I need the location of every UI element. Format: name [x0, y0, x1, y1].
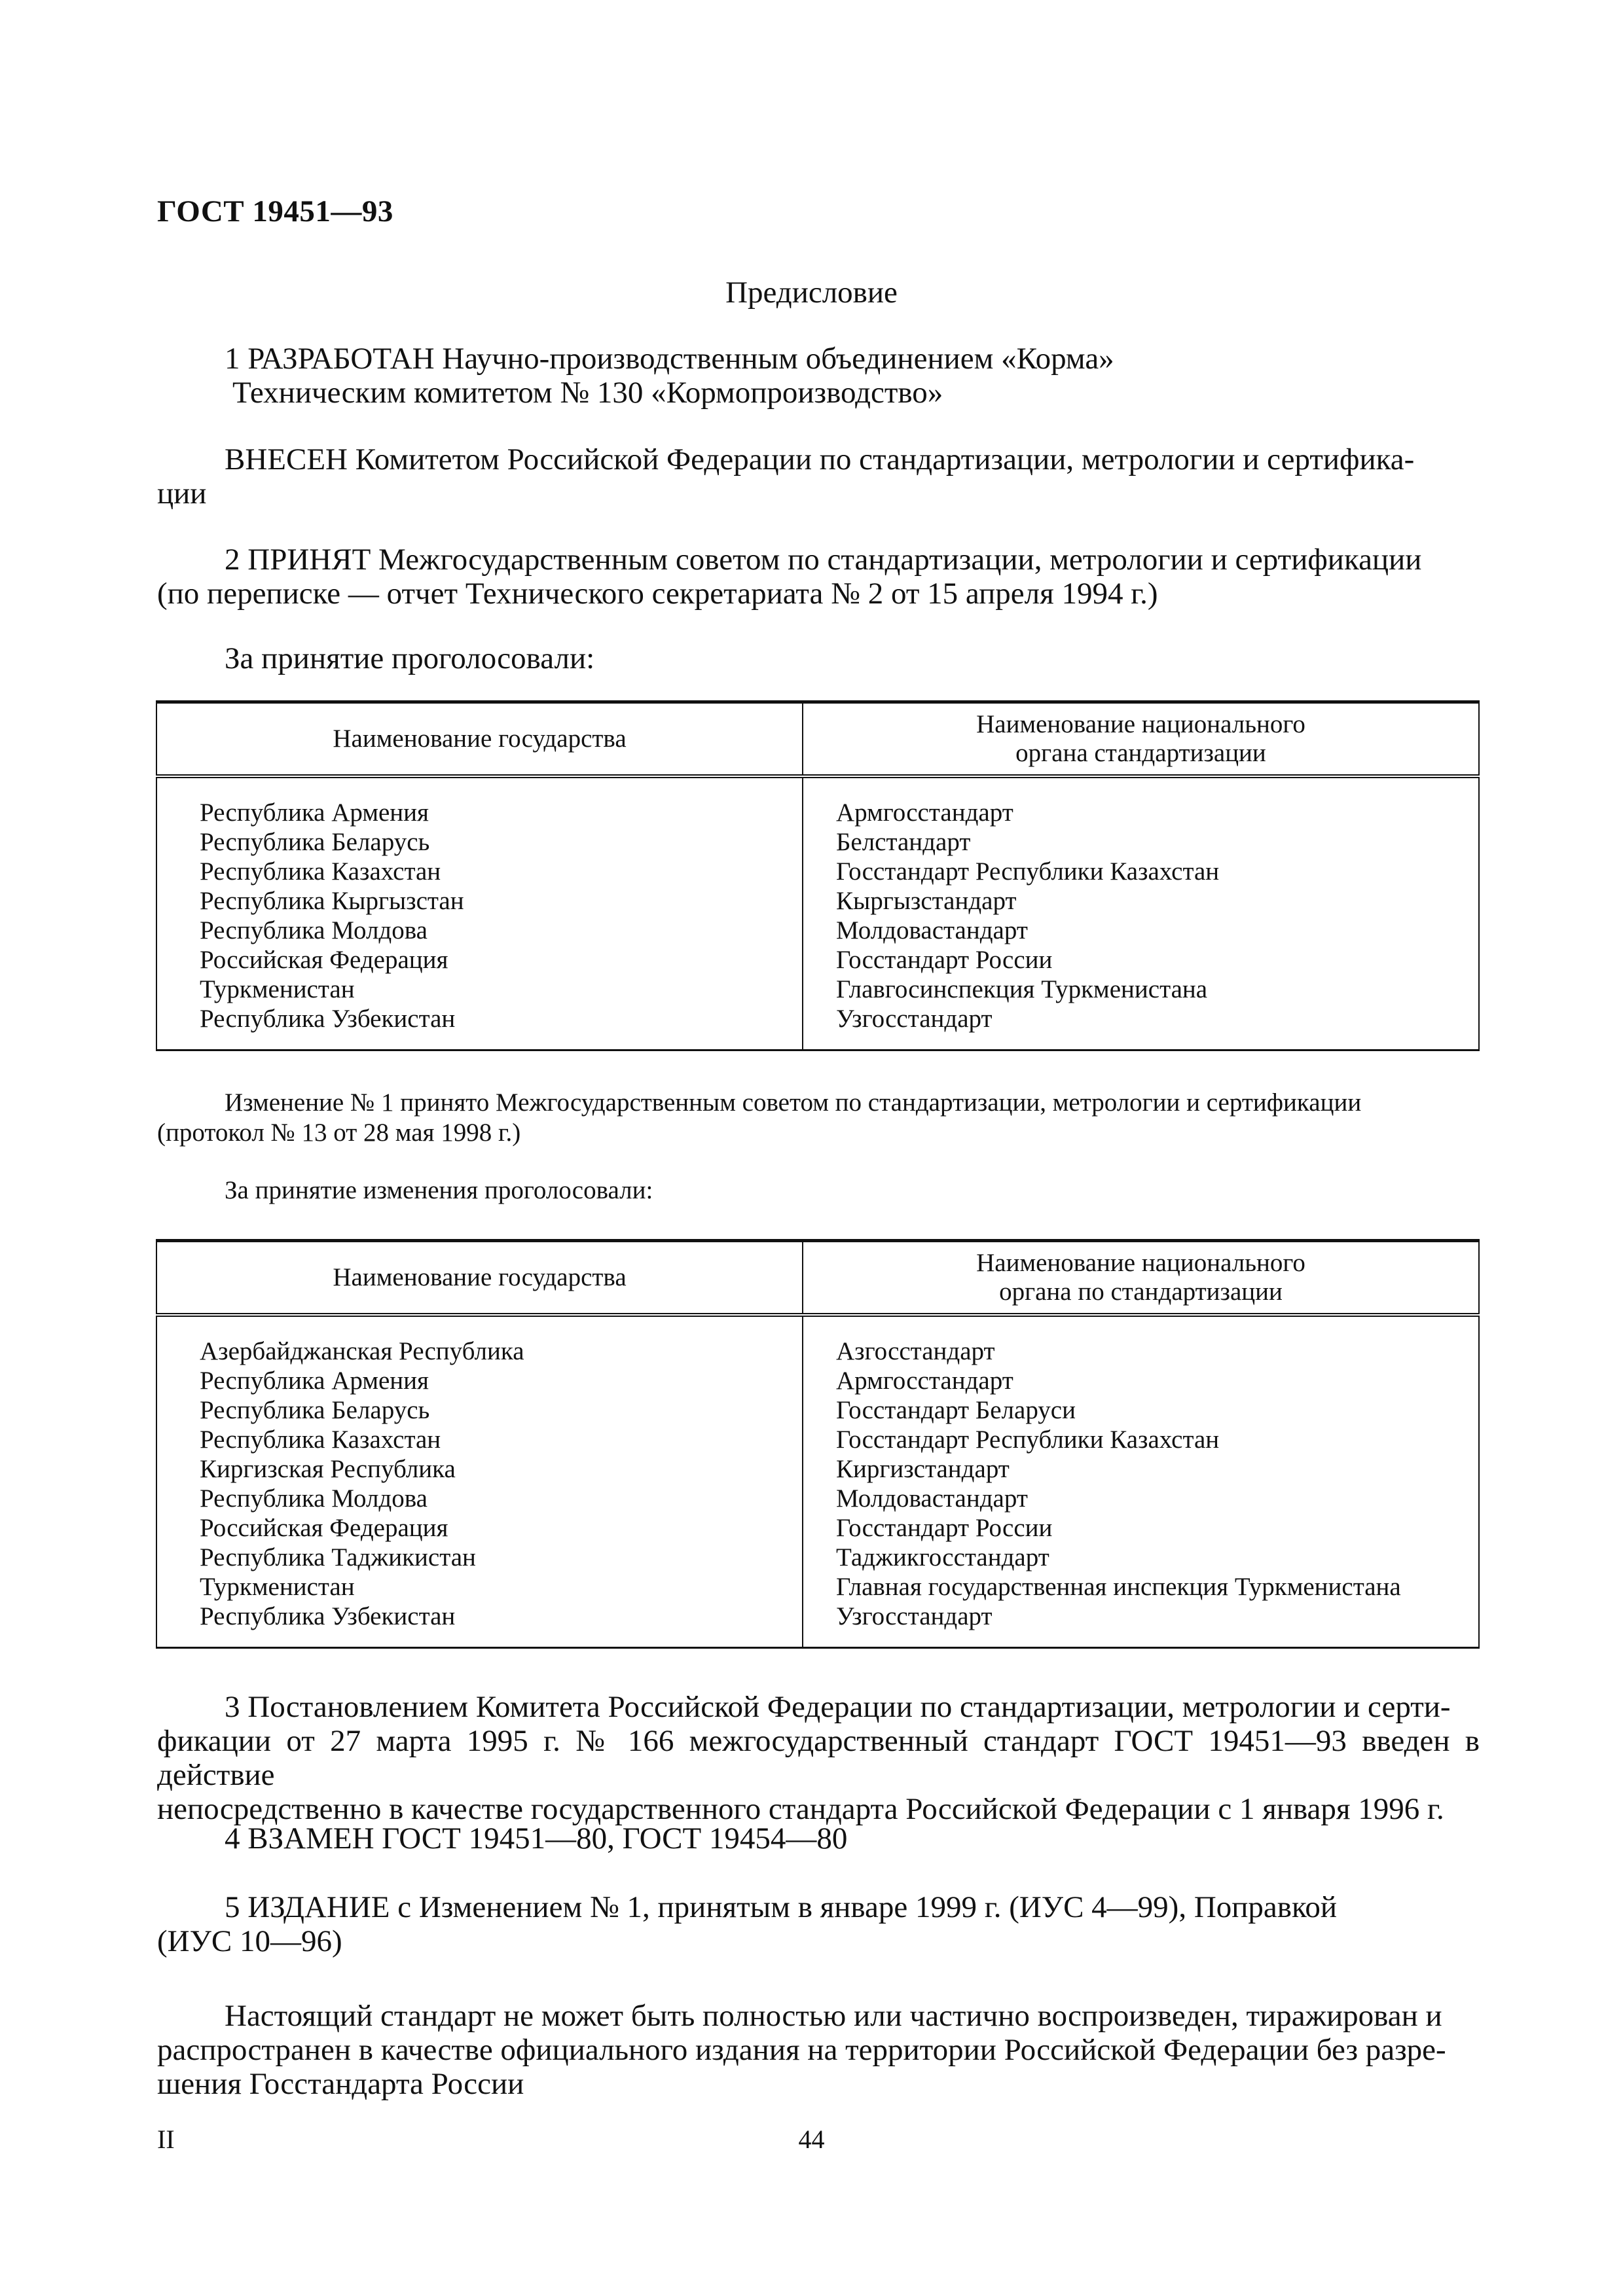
table-2-header-org	[803, 1241, 1479, 1316]
amendment-paragraph	[157, 1088, 1480, 1148]
submitted-line-2: ции	[157, 476, 207, 511]
submitted-paragraph	[157, 442, 1480, 511]
table-row: Молдовастандарт	[836, 1484, 1028, 1513]
table-row: Главгосинспекция Туркменистана	[836, 975, 1208, 1003]
table-row: Республика Узбекистан	[200, 1005, 456, 1033]
document-code: ГОСТ 19451—93	[157, 194, 393, 228]
amendment-line-1: Изменение № 1 принято Межгосударственным советом по стандартизации, метрологии и сертификации	[225, 1088, 1362, 1117]
votes-table-1	[156, 700, 1480, 1051]
section-3-line-1: 3 Постановлением Комитета Российской Федерации по стандартизации, метрологии и серти-	[225, 1690, 1451, 1724]
table-row: Туркменистан	[200, 1573, 355, 1601]
table-row: Азербайджанская Республика	[200, 1337, 524, 1365]
table-row: Республика Беларусь	[200, 1396, 430, 1424]
section-5-line-1: 5 ИЗДАНИЕ с Изменением № 1, принятым в январе 1999 г. (ИУС 4—99), Поправкой	[225, 1890, 1338, 1924]
section-3-line-2: фикации от 27 марта 1995 г. № 166 межгосударственный стандарт ГОСТ 19451—93 введен в действие	[157, 1724, 1480, 1792]
section-1-line-1: 1 РАЗРАБОТАН Научно-производственным объединением «Корма»	[225, 342, 1114, 376]
notice-line-1: Настоящий стандарт не может быть полностью или частично воспроизведен, тиражирован и	[225, 1999, 1442, 2033]
table-row: Азгосстандарт	[836, 1337, 995, 1365]
section-3-decree	[157, 1690, 1480, 1826]
table-1-orgs-cell	[803, 776, 1479, 1050]
table-row: Республика Молдова	[200, 916, 428, 944]
table-1-header-org-line-2: органа стандартизации	[1015, 739, 1266, 767]
table-1-header-org-line-1: Наименование национального	[976, 710, 1305, 738]
table-2-states-cell	[156, 1315, 803, 1648]
vote-1-caption	[157, 641, 1480, 675]
section-5-line-2: (ИУС 10—96)	[157, 1924, 342, 1958]
amendment-line-2: (протокол № 13 от 28 мая 1998 г.)	[157, 1119, 521, 1147]
notice-line-2: распространен в качестве официального издания на территории Российской Федерации без разре-	[157, 2033, 1446, 2067]
table-row: Киргизстандарт	[836, 1455, 1010, 1483]
page-number: 44	[798, 2125, 825, 2154]
table-row: Республика Казахстан	[200, 857, 441, 886]
table-row: Республика Таджикистан	[200, 1543, 476, 1571]
table-row: Кыргызстандарт	[836, 887, 1017, 915]
section-4-replaces	[157, 1821, 1480, 1856]
vote-1-caption-text: За принятие проголосовали:	[225, 641, 595, 675]
table-1-header-state: Наименование государства	[156, 702, 803, 777]
table-row: Узгосстандарт	[836, 1602, 993, 1630]
section-1-line-2: Техническим комитетом № 130 «Кормопроизводство»	[232, 376, 943, 410]
section-2-line-2: (по переписке — отчет Технического секретариата № 2 от 15 апреля 1994 г.)	[157, 577, 1158, 611]
table-row: Туркменистан	[200, 975, 355, 1003]
table-row: Узгосстандарт	[836, 1005, 993, 1033]
table-row: Республика Узбекистан	[200, 1602, 456, 1630]
section-1-developed	[157, 342, 1480, 410]
section-2-adopted	[157, 543, 1480, 611]
table-row: Республика Молдова	[200, 1484, 428, 1513]
vote-2-caption	[157, 1175, 1480, 1206]
copyright-notice	[157, 1999, 1480, 2101]
table-row: Госстандарт Республики Казахстан	[836, 1426, 1220, 1454]
table-2-header-org-line-2: органа по стандартизации	[999, 1278, 1283, 1306]
table-1-header-org	[803, 702, 1479, 777]
votes-table-2	[156, 1239, 1480, 1649]
table-row: Республика Армения	[200, 1367, 429, 1395]
table-row: Таджикгосстандарт	[836, 1543, 1049, 1571]
table-row: Армгосстандарт	[836, 798, 1013, 827]
table-row: Госстандарт Республики Казахстан	[836, 857, 1220, 886]
table-row: Российская Федерация	[200, 1514, 448, 1542]
section-3-line-3: непосредственно в качестве государственного стандарта Российской Федерации с 1 января 1996 г.	[157, 1792, 1444, 1826]
table-row: Госстандарт России	[836, 1514, 1053, 1542]
section-2-line-1: 2 ПРИНЯТ Межгосударственным советом по стандартизации, метрологии и сертификации	[225, 543, 1422, 577]
table-row: Республика Армения	[200, 798, 429, 827]
submitted-line-1: ВНЕСЕН Комитетом Российской Федерации по стандартизации, метрологии и сертифика-	[225, 442, 1415, 476]
notice-line-3: шения Госстандарта России	[157, 2067, 524, 2101]
vote-2-caption-text: За принятие изменения проголосовали:	[225, 1176, 653, 1204]
table-row: Армгосстандарт	[836, 1367, 1013, 1395]
table-row: Республика Беларусь	[200, 828, 430, 856]
table-2-header-state: Наименование государства	[156, 1241, 803, 1316]
table-1-states-cell	[156, 776, 803, 1050]
page-title: Предисловие	[725, 276, 898, 310]
table-row: Республика Казахстан	[200, 1426, 441, 1454]
table-row: Главная государственная инспекция Туркменистана	[836, 1573, 1401, 1601]
table-row: Госстандарт России	[836, 946, 1053, 974]
table-row: Киргизская Республика	[200, 1455, 456, 1483]
table-row: Молдовастандарт	[836, 916, 1028, 944]
table-2-orgs-cell	[803, 1315, 1479, 1648]
table-row: Госстандарт Беларуси	[836, 1396, 1076, 1424]
section-4-text: 4 ВЗАМЕН ГОСТ 19451—80, ГОСТ 19454—80	[225, 1821, 848, 1856]
table-row: Белстандарт	[836, 828, 971, 856]
roman-page-number: II	[157, 2125, 175, 2154]
section-5-edition	[157, 1890, 1480, 1958]
table-row: Российская Федерация	[200, 946, 448, 974]
table-row: Республика Кыргызстан	[200, 887, 464, 915]
table-2-header-org-line-1: Наименование национального	[976, 1249, 1305, 1277]
